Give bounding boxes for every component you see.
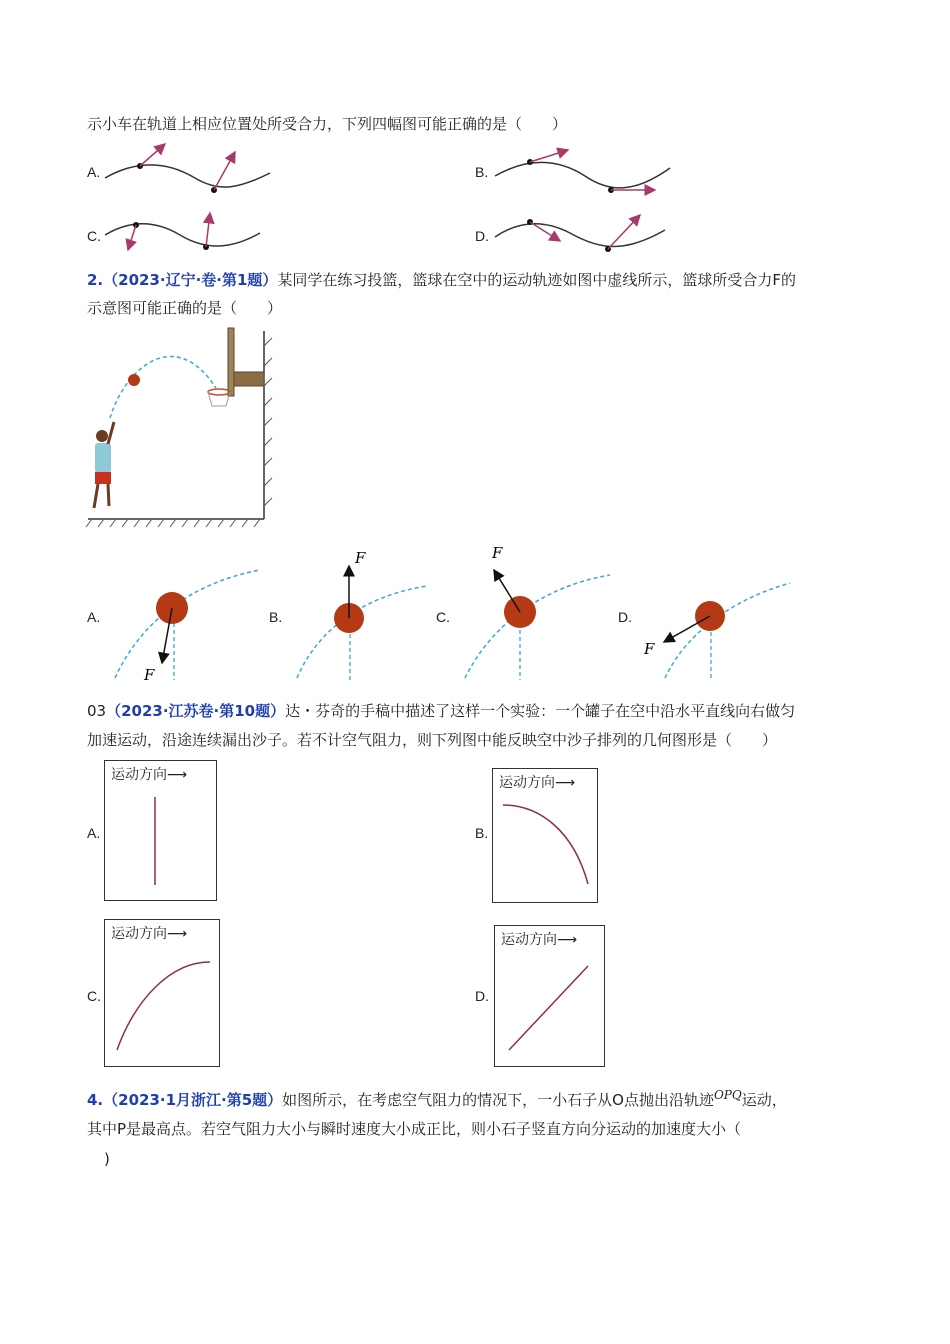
q3-option-a-box	[104, 760, 217, 901]
q4-text-1a: 如图所示，在考虑空气阻力的情况下，一小石子从O点抛出沿轨迹	[282, 1091, 714, 1109]
q2-option-c-figure	[460, 542, 615, 683]
q1-option-c-figure	[100, 205, 270, 260]
q2-option-a-figure	[110, 568, 270, 683]
q3-option-c-label: C.	[87, 988, 101, 1004]
q3-d-box-title: 运动方向⟶	[501, 932, 578, 948]
q2-a-force-label: F	[144, 666, 155, 684]
q2-basketball-scene	[86, 326, 276, 531]
q3-line-1	[87, 701, 795, 721]
q4-text-1b: 运动，	[741, 1091, 787, 1109]
q1-option-c-label: C.	[87, 228, 101, 244]
q3-option-b-box	[492, 768, 598, 903]
q2-b-force-label: F	[355, 549, 366, 567]
q3-text-2: 加速运动，沿途连续漏出沙子。若不计空气阻力，则下列图中能反映空中沙子排列的几何图形是（ ）	[87, 731, 778, 749]
q2-text-1: 某同学在练习投篮，篮球在空中的运动轨迹如图中虚线所示，篮球所受合力F的	[277, 271, 797, 289]
q4-text-3: )	[104, 1150, 110, 1168]
q4-path-label: OPQ	[713, 1088, 742, 1102]
q2-option-a-label: A.	[87, 609, 101, 625]
q2-option-c-label: C.	[436, 609, 450, 625]
q1-stem: 示小车在轨道上相应位置处所受合力，下列四幅图可能正确的是（ ）	[87, 115, 568, 133]
q3-heading: （2023·江苏卷·第10题）	[106, 702, 286, 720]
q4-text-2: 其中P是最高点。若空气阻力大小与瞬时速度大小成正比，则小石子竖直方向分运动的加速度大小（	[87, 1120, 742, 1138]
q3-option-c-box	[104, 919, 220, 1067]
q2-option-b-label: B.	[269, 609, 283, 625]
q3-b-box-title: 运动方向⟶	[499, 775, 576, 791]
q3-option-b-label: B.	[475, 825, 489, 841]
q1-option-b-label: B.	[475, 164, 489, 180]
q3-c-box-title: 运动方向⟶	[111, 926, 188, 942]
q1-option-d-figure	[490, 205, 670, 260]
q1-option-d-label: D.	[475, 228, 489, 244]
q3-a-sand-pattern	[105, 761, 215, 899]
q2-d-force-label: F	[644, 640, 655, 658]
q2-option-d-label: D.	[618, 609, 632, 625]
q3-d-sand-pattern	[495, 926, 603, 1065]
q4-heading: 4.（2023·1月浙江·第5题）	[87, 1091, 283, 1109]
q3-a-box-title: 运动方向⟶	[111, 767, 188, 783]
q3-c-sand-pattern	[105, 920, 218, 1065]
q1-option-a-figure	[100, 138, 280, 198]
q2-heading: 2.（2023·辽宁·卷·第1题）	[87, 271, 278, 289]
q3-option-d-label: D.	[475, 988, 489, 1004]
q2-c-force-label: F	[492, 544, 503, 562]
q3-number: 03	[87, 702, 107, 720]
q3-b-sand-pattern	[493, 769, 596, 901]
q1-option-a-label: A.	[87, 164, 101, 180]
q3-option-d-box	[494, 925, 605, 1067]
q2-text-2: 示意图可能正确的是（ ）	[87, 299, 283, 317]
q4-line-1	[87, 1085, 787, 1110]
q2-option-b-figure	[292, 546, 432, 683]
q2-option-d-figure	[640, 580, 795, 683]
q3-option-a-label: A.	[87, 825, 101, 841]
q3-text-1: 达・芬奇的手稿中描述了这样一个实验：一个罐子在空中沿水平直线向右做匀	[285, 702, 796, 720]
q2-line-1	[87, 270, 796, 290]
q1-option-b-figure	[490, 138, 680, 198]
